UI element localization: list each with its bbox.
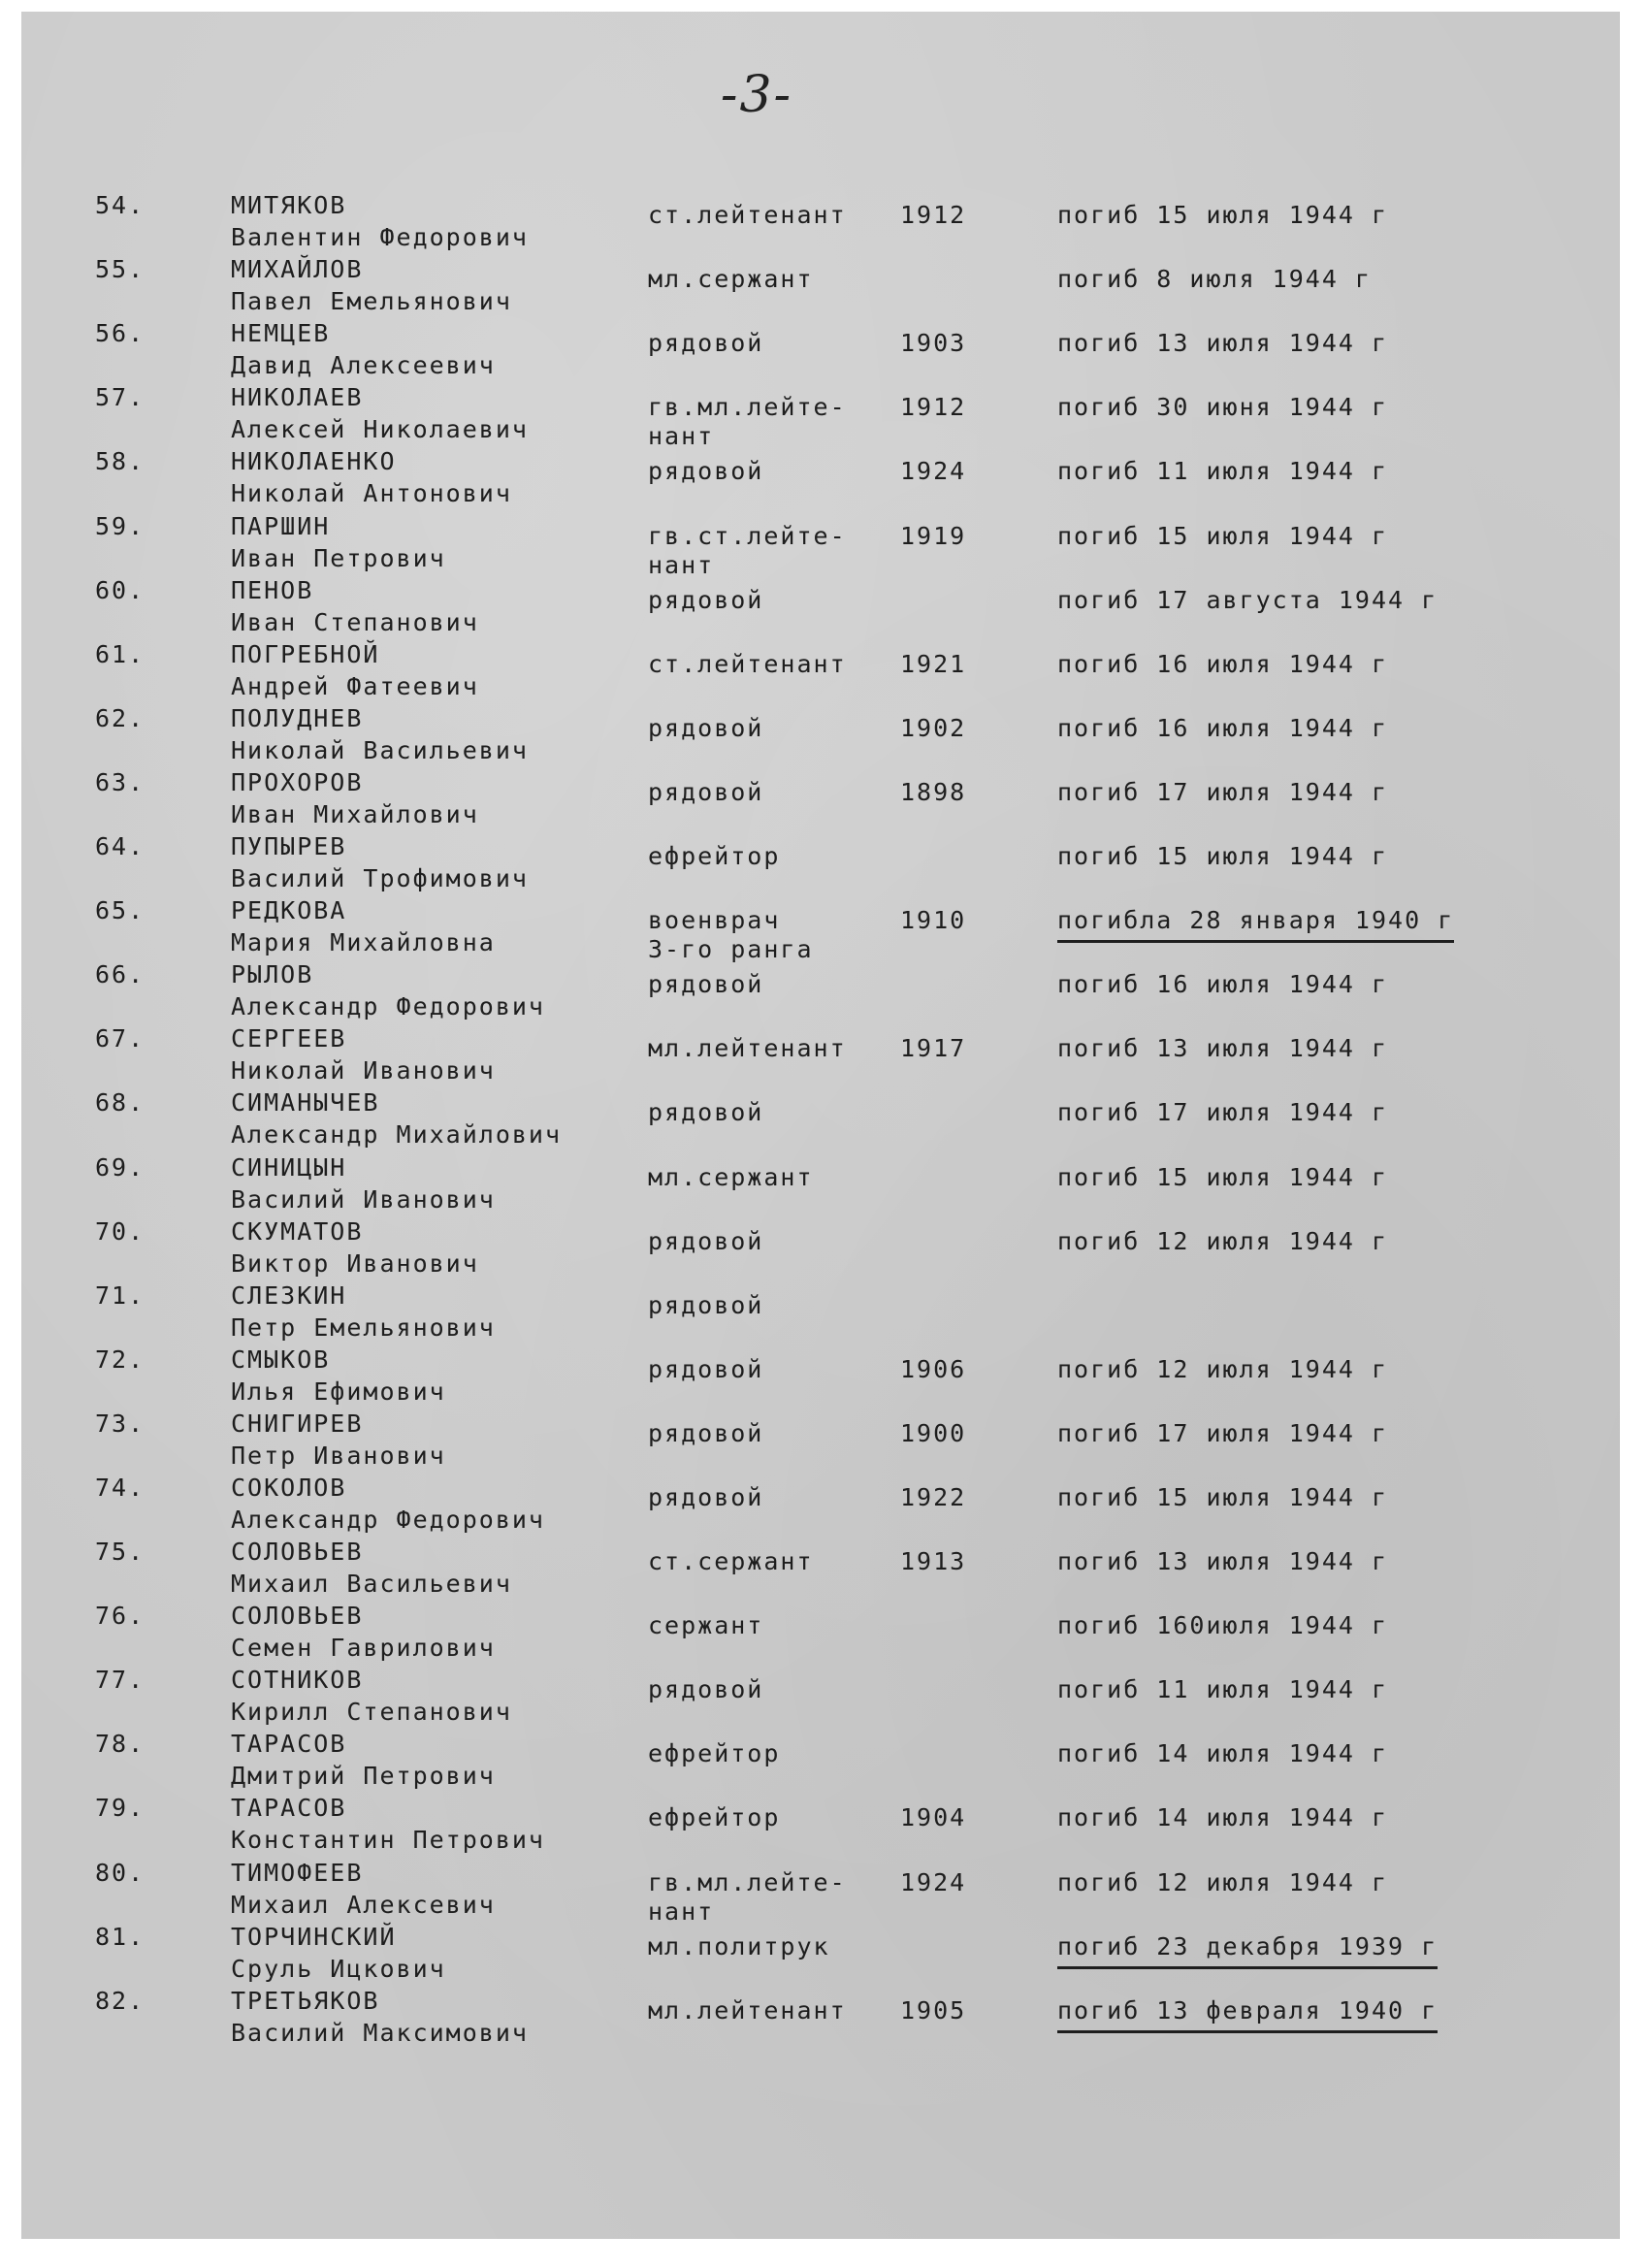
entry-birth-year: 1904 (900, 1803, 967, 1831)
roster-entry (0, 253, 1649, 317)
entry-rank: сержант (648, 1611, 764, 1639)
entry-fate: погиб 12 июля 1944 г (1057, 1227, 1389, 1255)
entry-rank: рядовой (648, 970, 764, 998)
entry-given-names: Павел Емельянович (231, 287, 512, 315)
entry-fate: погиб 17 июля 1944 г (1057, 1419, 1389, 1447)
entry-given-names: Кирилл Степанович (231, 1698, 512, 1726)
roster-entry (0, 1280, 1649, 1344)
entry-number: 54. (95, 191, 146, 219)
entry-surname: ТОРЧИНСКИЙ (231, 1923, 397, 1951)
roster-entry (0, 1344, 1649, 1408)
roster-entry (0, 830, 1649, 894)
entry-rank: гв.мл.лейте- (648, 393, 847, 421)
entry-number: 61. (95, 640, 146, 668)
entry-surname: РЕДКОВА (231, 896, 347, 924)
entry-surname: СКУМАТОВ (231, 1217, 364, 1246)
roster-entry (0, 1408, 1649, 1472)
entry-fate: погиб 23 декабря 1939 г (1057, 1930, 1438, 1969)
entry-given-names: Андрей Фатеевич (231, 672, 479, 700)
entry-number: 75. (95, 1538, 146, 1566)
entry-rank: ст.лейтенант (648, 201, 847, 229)
entry-fate: погиб 15 июля 1944 г (1057, 522, 1389, 550)
entry-surname: ТРЕТЬЯКОВ (231, 1987, 380, 2015)
entry-fate: погиб 13 июля 1944 г (1057, 1547, 1389, 1575)
entry-given-names: Петр Емельянович (231, 1313, 496, 1342)
entry-surname: МИХАЙЛОВ (231, 255, 364, 283)
entry-rank: гв.ст.лейте- (648, 522, 847, 550)
roster-entry (0, 1985, 1649, 2049)
entry-birth-year: 1924 (900, 457, 967, 485)
entry-fate: погиб 11 июля 1944 г (1057, 457, 1389, 485)
entry-number: 60. (95, 576, 146, 604)
entry-fate: погиб 15 июля 1944 г (1057, 1163, 1389, 1191)
entry-surname: СМЫКОВ (231, 1345, 331, 1374)
entry-rank-continuation: нант (648, 422, 715, 450)
entry-birth-year: 1905 (900, 1996, 967, 2025)
entry-fate: погиб 15 июля 1944 г (1057, 201, 1389, 229)
roster-entry (0, 381, 1649, 450)
entry-given-names: Александр Михайлович (231, 1120, 563, 1149)
entry-given-names: Алексей Николаевич (231, 415, 529, 443)
entry-fate: погибла 28 января 1940 г (1057, 904, 1454, 943)
roster-entry (0, 1728, 1649, 1792)
entry-rank: мл.лейтенант (648, 1996, 847, 2025)
entry-rank: рядовой (648, 778, 764, 806)
entry-surname: СОЛОВЬЕВ (231, 1602, 364, 1630)
entry-birth-year: 1913 (900, 1547, 967, 1575)
entry-rank: рядовой (648, 1098, 764, 1126)
entry-number: 65. (95, 896, 146, 924)
entry-surname: СЛЕЗКИН (231, 1281, 347, 1310)
entry-fate: погиб 30 июня 1944 г (1057, 393, 1389, 421)
entry-rank-continuation: нант (648, 1897, 715, 1926)
entry-rank: рядовой (648, 714, 764, 742)
roster-entry (0, 1536, 1649, 1600)
entry-given-names: Михаил Васильевич (231, 1570, 512, 1598)
entry-number: 74. (95, 1474, 146, 1502)
entry-number: 57. (95, 383, 146, 411)
roster-entry (0, 1215, 1649, 1280)
entry-surname: СОЛОВЬЕВ (231, 1538, 364, 1566)
entry-given-names: Василий Трофимович (231, 864, 529, 892)
entry-fate: погиб 11 июля 1944 г (1057, 1675, 1389, 1703)
entry-birth-year: 1919 (900, 522, 967, 550)
entry-rank: рядовой (648, 586, 764, 614)
entry-rank: рядовой (648, 1483, 764, 1511)
roster-entry (0, 1472, 1649, 1536)
roster-entry (0, 958, 1649, 1022)
entry-rank: рядовой (648, 1419, 764, 1447)
entry-rank: мл.сержант (648, 265, 814, 293)
entry-given-names: Мария Михайловна (231, 928, 496, 956)
entry-surname: РЫЛОВ (231, 960, 314, 988)
entry-number: 66. (95, 960, 146, 988)
entry-fate: погиб 8 июля 1944 г (1057, 265, 1372, 293)
entry-surname: СЕРГЕЕВ (231, 1024, 347, 1053)
entry-birth-year: 1912 (900, 393, 967, 421)
entry-fate: погиб 14 июля 1944 г (1057, 1739, 1389, 1767)
roster-entry (0, 189, 1649, 253)
entry-number: 72. (95, 1345, 146, 1374)
entry-given-names: Петр Иванович (231, 1442, 446, 1470)
entry-fate: погиб 16 июля 1944 г (1057, 970, 1389, 998)
entry-fate: погиб 14 июля 1944 г (1057, 1803, 1389, 1831)
entry-birth-year: 1924 (900, 1868, 967, 1896)
entry-given-names: Константин Петрович (231, 1826, 545, 1854)
entry-surname: ПОГРЕБНОЙ (231, 640, 380, 668)
entry-given-names: Александр Федорович (231, 992, 545, 1021)
roster-entry (0, 638, 1649, 702)
entry-fate: погиб 16 июля 1944 г (1057, 714, 1389, 742)
entry-fate: погиб 17 августа 1944 г (1057, 586, 1439, 614)
entry-given-names: Семен Гаврилович (231, 1634, 496, 1662)
entry-fate: погиб 15 июля 1944 г (1057, 1483, 1389, 1511)
entry-fate: погиб 15 июля 1944 г (1057, 842, 1389, 870)
entry-rank: ефрейтор (648, 842, 781, 870)
entry-given-names: Василий Максимович (231, 2019, 529, 2047)
entry-given-names: Дмитрий Петрович (231, 1762, 496, 1790)
entry-rank: гв.мл.лейте- (648, 1868, 847, 1896)
entry-surname: ТИМОФЕЕВ (231, 1859, 364, 1887)
entry-surname: ПОЛУДНЕВ (231, 704, 364, 732)
entry-rank: рядовой (648, 1227, 764, 1255)
entry-rank: рядовой (648, 457, 764, 485)
entry-surname: ПАРШИН (231, 512, 331, 540)
entry-given-names: Николай Иванович (231, 1056, 496, 1085)
entry-birth-year: 1906 (900, 1355, 967, 1383)
entry-given-names: Иван Степанович (231, 608, 479, 636)
entry-surname: СОКОЛОВ (231, 1474, 347, 1502)
entry-surname: ПРОХОРОВ (231, 768, 364, 796)
roster-entry (0, 1857, 1649, 1926)
entry-surname: СОТНИКОВ (231, 1666, 364, 1694)
entry-number: 79. (95, 1794, 146, 1822)
entry-rank: рядовой (648, 1291, 764, 1319)
entry-surname: СНИГИРЕВ (231, 1409, 364, 1438)
entry-birth-year: 1917 (900, 1034, 967, 1062)
entry-given-names: Николай Антонович (231, 479, 512, 507)
entry-surname: НИКОЛАЕВ (231, 383, 364, 411)
roster-entry (0, 894, 1649, 963)
entry-birth-year: 1903 (900, 329, 967, 357)
entry-surname: СИМАНЫЧЕВ (231, 1088, 380, 1117)
roster-entry (0, 766, 1649, 830)
roster-entry (0, 1792, 1649, 1856)
entry-surname: ТАРАСОВ (231, 1730, 347, 1758)
entry-number: 82. (95, 1987, 146, 2015)
entry-surname: ТАРАСОВ (231, 1794, 347, 1822)
entry-surname: СИНИЦЫН (231, 1153, 347, 1182)
entry-rank: мл.лейтенант (648, 1034, 847, 1062)
roster-entry (0, 1022, 1649, 1086)
entry-number: 59. (95, 512, 146, 540)
roster-entry (0, 1151, 1649, 1215)
entry-given-names: Виктор Иванович (231, 1249, 479, 1278)
entry-number: 62. (95, 704, 146, 732)
entry-number: 81. (95, 1923, 146, 1951)
roster-entry (0, 510, 1649, 579)
roster-entry (0, 1086, 1649, 1150)
entry-given-names: Александр Федорович (231, 1506, 545, 1534)
entry-number: 63. (95, 768, 146, 796)
entry-given-names: Илья Ефимович (231, 1377, 446, 1406)
entry-birth-year: 1902 (900, 714, 967, 742)
entry-given-names: Валентин Федорович (231, 223, 529, 251)
entry-rank: ст.лейтенант (648, 650, 847, 678)
entry-fate: погиб 17 июля 1944 г (1057, 1098, 1389, 1126)
roster-entry (0, 1664, 1649, 1728)
entry-birth-year: 1910 (900, 906, 967, 934)
entry-surname: ПЕНОВ (231, 576, 314, 604)
entry-number: 77. (95, 1666, 146, 1694)
entry-fate: погиб 160июля 1944 г (1057, 1611, 1389, 1639)
entry-number: 78. (95, 1730, 146, 1758)
page-number: -3- (720, 66, 793, 124)
entry-rank-continuation: 3-го ранга (648, 935, 814, 963)
entry-given-names: Николай Васильевич (231, 736, 529, 764)
entry-birth-year: 1921 (900, 650, 967, 678)
entry-rank: ст.сержант (648, 1547, 814, 1575)
entry-given-names: Иван Петрович (231, 544, 446, 572)
entry-surname: ПУПЫРЕВ (231, 832, 347, 860)
entry-number: 76. (95, 1602, 146, 1630)
entry-fate: погиб 17 июля 1944 г (1057, 778, 1389, 806)
entry-fate: погиб 16 июля 1944 г (1057, 650, 1389, 678)
entry-fate: погиб 13 февраля 1940 г (1057, 1994, 1438, 2033)
entry-birth-year: 1900 (900, 1419, 967, 1447)
entry-number: 67. (95, 1024, 146, 1053)
entry-rank-continuation: нант (648, 551, 715, 579)
entry-rank: рядовой (648, 1675, 764, 1703)
roster-entry (0, 1600, 1649, 1664)
entry-fate: погиб 12 июля 1944 г (1057, 1355, 1389, 1383)
entry-given-names: Михаил Алексевич (231, 1891, 496, 1919)
entry-birth-year: 1922 (900, 1483, 967, 1511)
entry-rank: рядовой (648, 329, 764, 357)
entry-rank: рядовой (648, 1355, 764, 1383)
entry-birth-year: 1912 (900, 201, 967, 229)
roster-entry (0, 445, 1649, 509)
roster-entry (0, 702, 1649, 766)
entry-rank: ефрейтор (648, 1739, 781, 1767)
entry-rank: военврач (648, 906, 781, 934)
entry-number: 69. (95, 1153, 146, 1182)
entry-rank: мл.сержант (648, 1163, 814, 1191)
entry-fate: погиб 12 июля 1944 г (1057, 1868, 1389, 1896)
roster-entry (0, 574, 1649, 638)
entry-number: 58. (95, 447, 146, 475)
entry-birth-year: 1898 (900, 778, 967, 806)
entry-rank: ефрейтор (648, 1803, 781, 1831)
roster-entry (0, 1921, 1649, 1985)
entry-number: 80. (95, 1859, 146, 1887)
entry-surname: НИКОЛАЕНКО (231, 447, 397, 475)
entry-number: 55. (95, 255, 146, 283)
entry-fate: погиб 13 июля 1944 г (1057, 1034, 1389, 1062)
entry-surname: МИТЯКОВ (231, 191, 347, 219)
entry-number: 73. (95, 1409, 146, 1438)
entry-given-names: Иван Михайлович (231, 800, 479, 828)
entry-number: 71. (95, 1281, 146, 1310)
entry-given-names: Василий Иванович (231, 1185, 496, 1214)
entry-number: 68. (95, 1088, 146, 1117)
entry-number: 56. (95, 319, 146, 347)
entry-number: 64. (95, 832, 146, 860)
entry-given-names: Сруль Ицкович (231, 1955, 446, 1983)
entry-fate: погиб 13 июля 1944 г (1057, 329, 1389, 357)
entry-number: 70. (95, 1217, 146, 1246)
entry-rank: мл.политрук (648, 1932, 830, 1960)
entry-surname: НЕМЦЕВ (231, 319, 331, 347)
entry-given-names: Давид Алексеевич (231, 351, 496, 379)
roster-entry (0, 317, 1649, 381)
